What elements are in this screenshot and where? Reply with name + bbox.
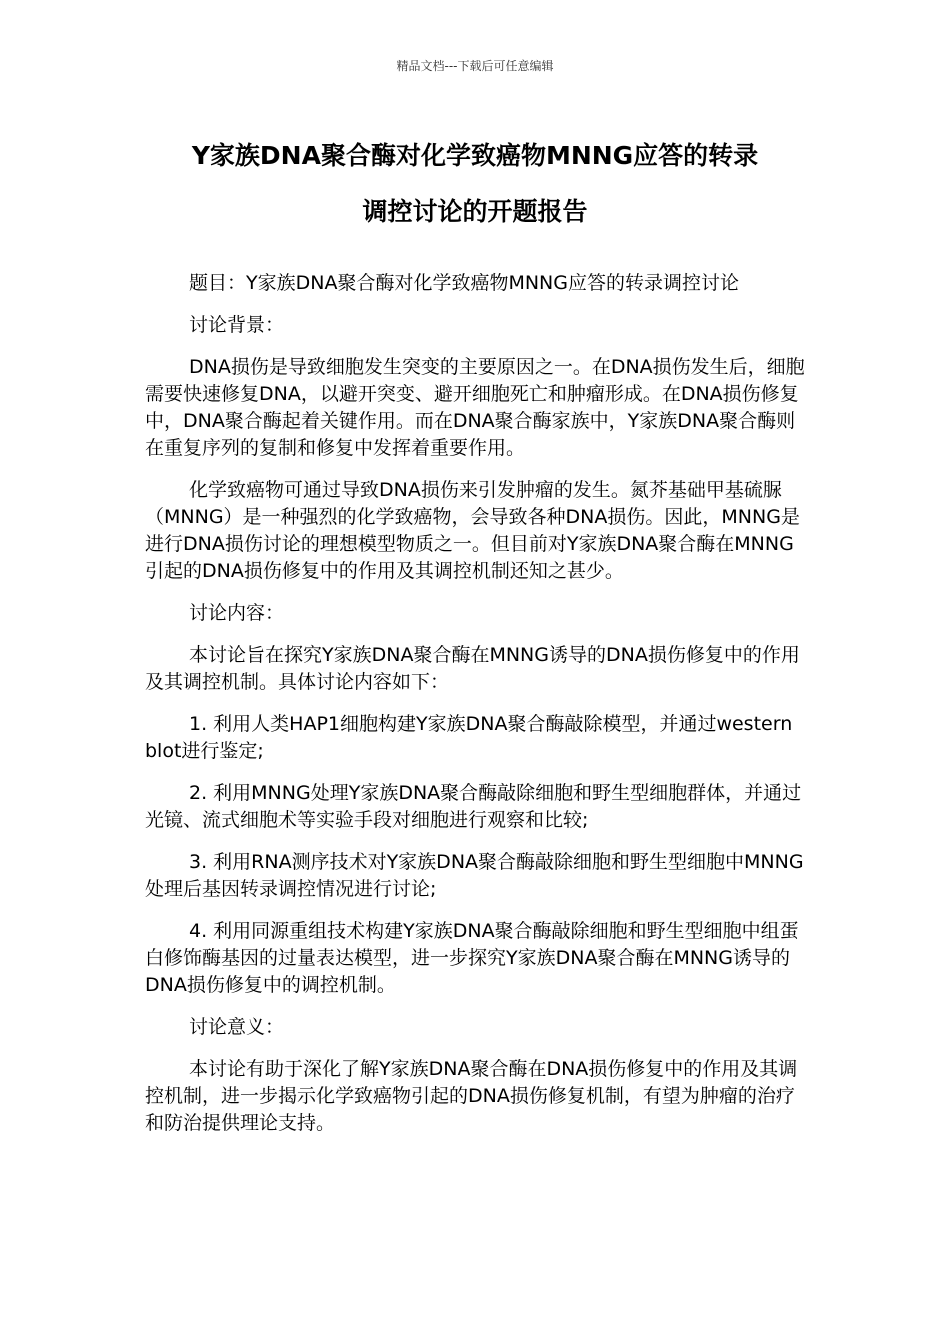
section-heading-content: 讨论内容：: [189, 602, 285, 624]
topic-paragraph: 题目：Y家族DNA聚合酶对化学致癌物MNNG应答的转录调控讨论: [189, 272, 739, 294]
content-intro-paragraph: 本讨论旨在探究Y家族DNA聚合酶在MNNG诱导的DNA损伤修复中的作用及其调控机制。具体讨论内容如下：: [145, 644, 800, 693]
section-heading-background: 讨论背景：: [189, 314, 285, 336]
content-item-3: 3. 利用RNA测序技术对Y家族DNA聚合酶敲除细胞和野生型细胞中MNNG处理后基因转录调控情况进行讨论;: [145, 851, 804, 900]
page-header: 精品文档---下载后可任意编辑: [396, 59, 554, 73]
background-paragraph-1: DNA损伤是导致细胞发生突变的主要原因之一。在DNA损伤发生后，细胞需要快速修复DNA，以避开突变、避开细胞死亡和肿瘤形成。在DNA损伤修复中，DNA聚合酶起着关键作用。而在DNA聚合酶家族中，Y家族DNA聚合酶则在重复序列的复制和修复中发挥着重要作用。: [145, 356, 805, 459]
significance-paragraph: 本讨论有助于深化了解Y家族DNA聚合酶在DNA损伤修复中的作用及其调控机制，进一步揭示化学致癌物引起的DNA损伤修复机制，有望为肿瘤的治疗和防治提供理论支持。: [145, 1058, 798, 1134]
title-line-2: 调控讨论的开题报告: [362, 197, 588, 226]
document-body: [145, 270, 810, 1152]
content-item-4: 4. 利用同源重组技术构建Y家族DNA聚合酶敲除细胞和野生型细胞中组蛋白修饰酶基因的过量表达模型，进一步探究Y家族DNA聚合酶在MNNG诱导的DNA损伤修复中的调控机制。: [145, 920, 799, 996]
content-item-1: 1. 利用人类HAP1细胞构建Y家族DNA聚合酶敲除模型，并通过western blot进行鉴定;: [145, 713, 793, 762]
content-item-2: 2. 利用MNNG处理Y家族DNA聚合酶敲除细胞和野生型细胞群体，并通过光镜、流式细胞术等实验手段对细胞进行观察和比较;: [145, 782, 802, 831]
document-title: [120, 128, 830, 240]
title-line-1: Y家族DNA聚合酶对化学致癌物MNNG应答的转录: [191, 141, 759, 170]
section-heading-significance: 讨论意义：: [189, 1016, 285, 1038]
background-paragraph-2: 化学致癌物可通过导致DNA损伤来引发肿瘤的发生。氮芥基础甲基硫脲（MNNG）是一种强烈的化学致癌物，会导致各种DNA损伤。因此，MNNG是进行DNA损伤讨论的理想模型物质之一。但目前对Y家族DNA聚合酶在MNNG引起的DNA损伤修复中的作用及其调控机制还知之甚少。: [145, 479, 800, 582]
